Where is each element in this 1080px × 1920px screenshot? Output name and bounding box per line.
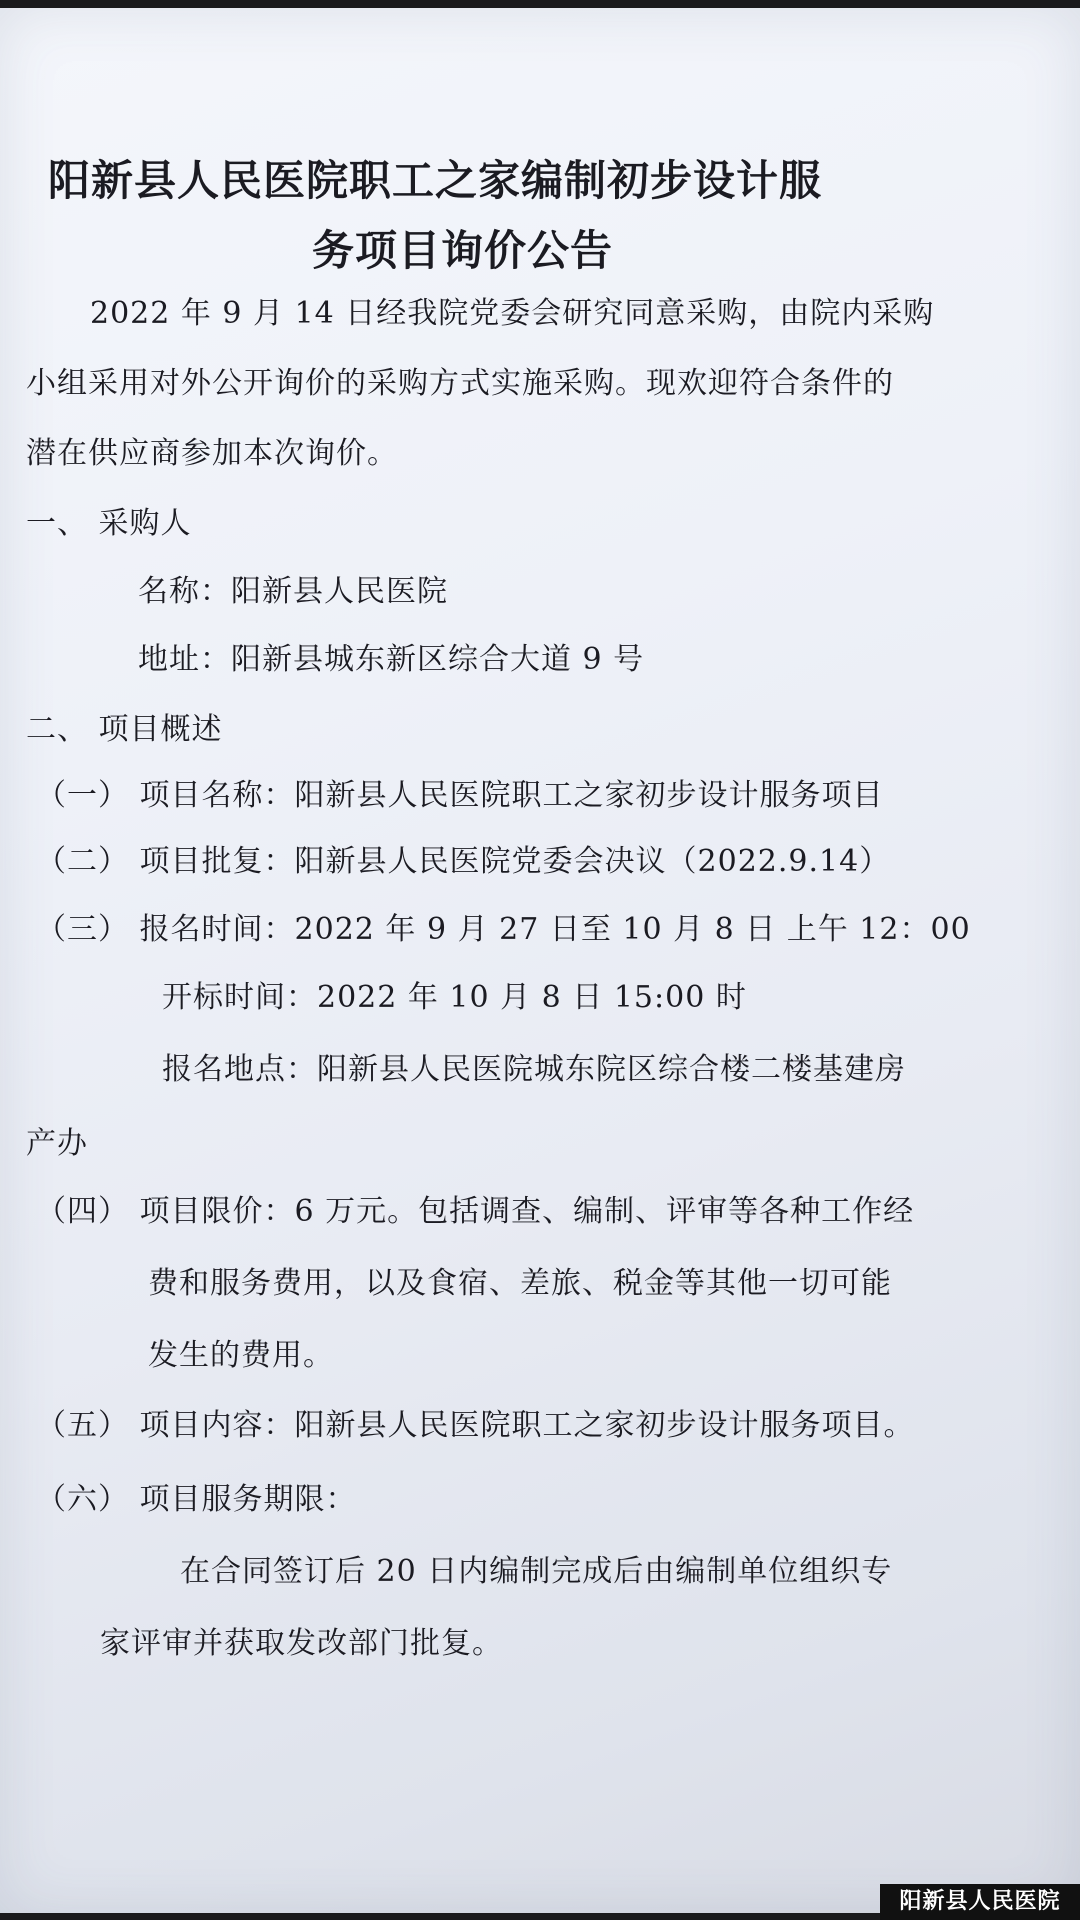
section1-heading: 一、 采购人 [26,506,192,541]
item-5: （五） 项目内容：阳新县人民医院职工之家初步设计服务项目。 [36,1408,915,1443]
item-6-line2: 家评审并获取发改部门批复。 [100,1626,503,1661]
item-6: （六） 项目服务期限： [36,1482,357,1517]
intro-line3: 潜在供应商参加本次询价。 [26,436,398,471]
item-3: （三） 报名时间：2022 年 9 月 27 日至 10 月 8 日 上午 12：00 [36,912,971,947]
purchaser-name: 名称：阳新县人民医院 [138,574,448,609]
intro-line1: 2022 年 9 月 14 日经我院党委会研究同意采购，由院内采购 [90,296,935,331]
item-6-line1: 在合同签订后 20 日内编制完成后由编制单位组织专 [180,1554,893,1589]
section2-heading: 二、 项目概述 [26,712,223,747]
item-4-line2: 费和服务费用，以及食宿、差旅、税金等其他一切可能 [148,1266,892,1301]
purchaser-address: 地址：阳新县城东新区综合大道 9 号 [138,642,645,677]
doc-title-line2: 务项目询价公告 [312,226,614,275]
paper-sheet [0,8,1080,1913]
item-3-place-cont: 产办 [26,1126,88,1161]
item-3-place: 报名地点：阳新县人民医院城东院区综合楼二楼基建房 [162,1052,906,1087]
item-2: （二） 项目批复：阳新县人民医院党委会决议（2022.9.14） [36,844,891,879]
item-4-line3: 发生的费用。 [148,1338,334,1373]
watermark-badge: 阳新县人民医院 [880,1884,1080,1920]
intro-line2: 小组采用对外公开询价的采购方式实施采购。现欢迎符合条件的 [26,366,894,401]
doc-title-line1: 阳新县人民医院职工之家编制初步设计服 [48,156,823,205]
item-4-line1: （四） 项目限价：6 万元。包括调查、编制、评审等各种工作经 [36,1194,915,1229]
item-3-open-time: 开标时间：2022 年 10 月 8 日 15:00 时 [162,980,747,1015]
item-1: （一） 项目名称：阳新县人民医院职工之家初步设计服务项目 [36,778,884,813]
